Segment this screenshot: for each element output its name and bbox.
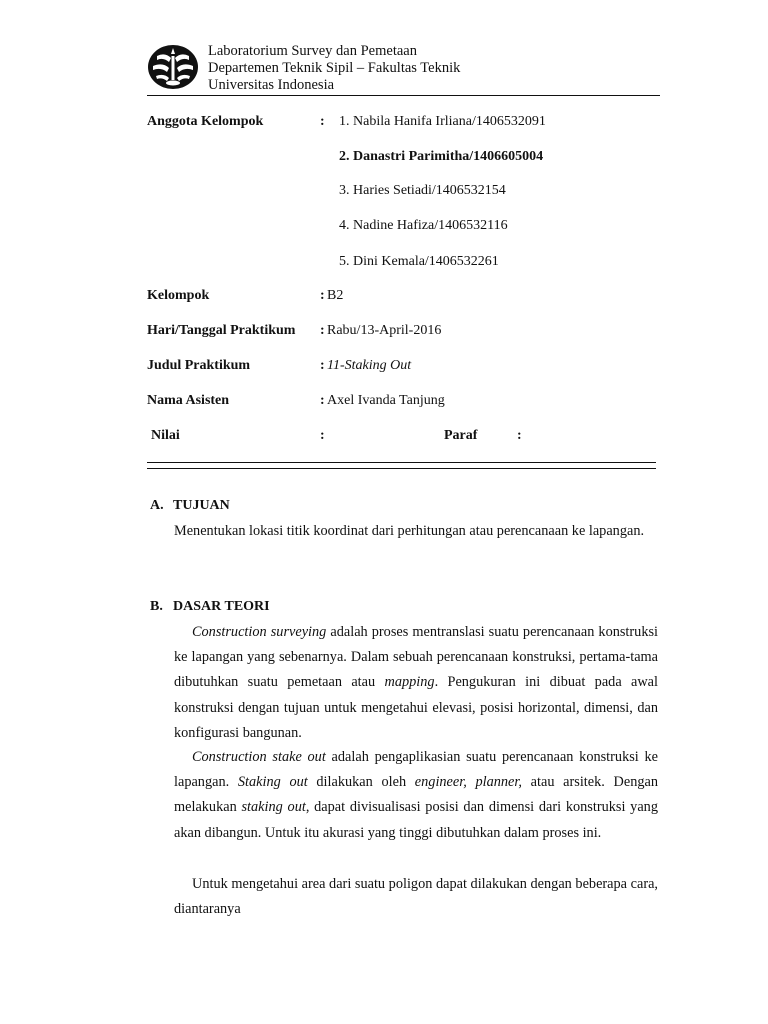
colon: : [320,393,325,408]
section-a-text: Menentukan lokasi titik koordinat dari perhitungan atau perencanaan ke lapangan. [174,523,645,539]
section-b-letter: B. [150,599,163,614]
hari-label: Hari/Tanggal Praktikum [147,323,296,338]
section-a-title: TUJUAN [173,498,230,513]
colon: : [320,323,325,338]
header-institution [208,43,460,94]
paraf-label: Paraf [444,428,478,443]
kelompok-label: Kelompok [147,288,210,303]
header-divider [147,95,660,96]
section-b-title: DASAR TEORI [173,599,270,614]
member-2: 2. Danastri Parimitha/1406605004 [339,149,544,164]
asisten-label: Nama Asisten [147,393,230,408]
asisten-value: Axel Ivanda Tanjung [327,393,445,408]
paragraph-text: adalah pengaplikasian suatu perencanaan konstruksi ke lapangan. [174,749,658,791]
term-construction-surveying: Construction surveying [192,624,327,640]
double-rule-bottom [147,468,656,469]
hari-value: Rabu/13-April-2016 [327,323,442,338]
section-a-heading [150,496,230,516]
term-construction-stake-out: Construction stake out [192,749,326,765]
member-1: 1. Nabila Hanifa Irliana/1406532091 [339,114,546,129]
paragraph-text: , dapat divisualisasi posisi dan dimensi dari konstruksi yang akan dibangun. Untuk itu akurasi yang tinggi dibutuhkan dalam proses ini. [174,799,658,841]
paragraph-text: adalah proses mentranslasi suatu perencanaan konstruksi ke lapangan yang sebenarnya. Dalam sebuah perencanaan konstruksi, pertama-tama dibutuhkan suatu pemetaan atau [174,624,658,691]
double-rule-top [147,462,656,463]
judul-label: Judul Praktikum [147,358,251,373]
colon: : [320,288,325,303]
paragraph-text: Untuk mengetahui area dari suatu poligon dapat dilakukan dengan beberapa cara, diantaranya [174,876,658,918]
anggota-label: Anggota Kelompok [147,114,264,129]
university-seal-logo [147,42,199,90]
term-engineer-planner: engineer, planner, [414,774,522,791]
section-b-paragraph-2 [174,745,658,846]
colon: : [320,428,325,443]
paragraph-text: atau arsitek. Dengan melakukan [174,774,658,816]
member-4: 4. Nadine Hafiza/1406532116 [339,218,508,233]
section-a-letter: A. [150,498,164,513]
paragraph-text: . Pengukuran ini dibuat pada awal konstruksi dengan tujuan untuk mengetahui elevasi, posisi horizontal, dimensi, dan konfigurasi bangunan. [174,674,659,741]
member-3: 3. Haries Setiadi/1406532154 [339,183,506,198]
header-line-lab: Laboratorium Survey dan Pemetaan [208,43,417,59]
term-mapping: mapping [384,674,435,691]
kelompok-value: B2 [327,288,344,303]
paragraph-text: dilakukan oleh [307,774,415,791]
nilai-label: Nilai [151,428,180,443]
term-staking-out-2: staking out [241,799,306,816]
colon: : [320,358,325,373]
term-staking-out: Staking out [237,774,308,791]
member-5: 5. Dini Kemala/1406532261 [339,254,499,269]
colon: : [517,428,522,443]
section-b-heading [150,597,270,617]
section-b-paragraph-1 [174,620,658,746]
header-line-university: Universitas Indonesia [208,77,335,93]
section-b-paragraph-3 [174,872,658,922]
header-line-department: Departemen Teknik Sipil – Fakultas Teknik [208,60,461,76]
colon: : [320,114,325,129]
judul-value: 11-Staking Out [327,358,412,373]
